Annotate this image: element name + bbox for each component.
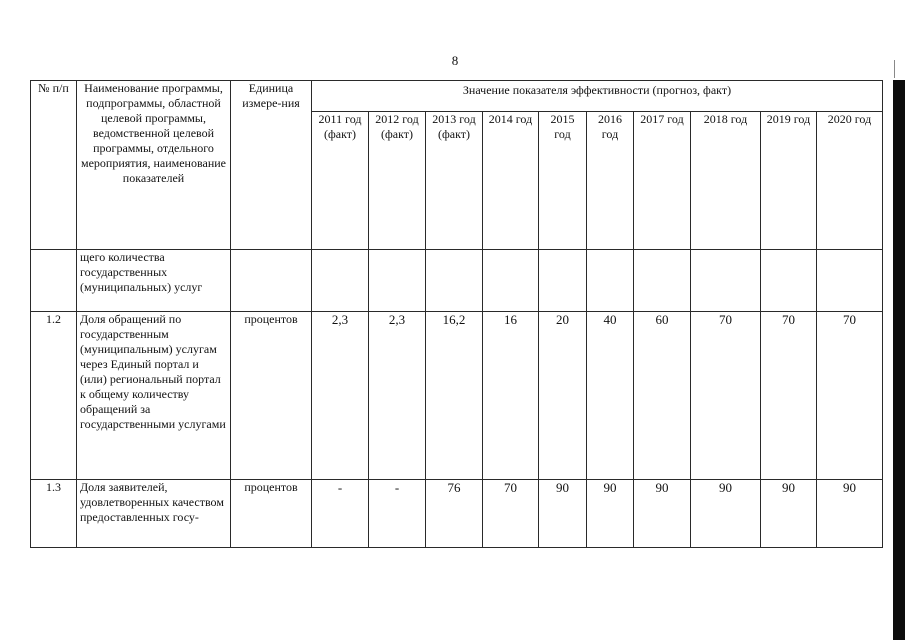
row-value: - <box>369 480 426 548</box>
row-value: 40 <box>587 312 634 480</box>
row-value <box>634 250 691 312</box>
header-year-2015: 2015 год <box>539 112 587 250</box>
row-unit: процентов <box>231 480 312 548</box>
row-value: 90 <box>817 480 883 548</box>
header-value-group: Значение показателя эффективности (прогноз, факт) <box>312 81 883 112</box>
row-value <box>761 250 817 312</box>
header-row <box>31 81 883 112</box>
header-year-2011: 2011 год (факт) <box>312 112 369 250</box>
page-number: 8 <box>451 53 459 68</box>
row-value: 70 <box>691 312 761 480</box>
header-year-2020: 2020 год <box>817 112 883 250</box>
row-unit: процентов <box>231 312 312 480</box>
table-row <box>31 480 883 548</box>
row-value: 76 <box>426 480 483 548</box>
row-value: 16,2 <box>426 312 483 480</box>
table-row <box>31 312 883 480</box>
row-value <box>539 250 587 312</box>
row-value: 70 <box>817 312 883 480</box>
row-value: - <box>312 480 369 548</box>
row-value <box>817 250 883 312</box>
header-year-2013: 2013 год (факт) <box>426 112 483 250</box>
row-value: 70 <box>483 480 539 548</box>
row-value: 16 <box>483 312 539 480</box>
row-value: 70 <box>761 312 817 480</box>
header-name: Наименование программы, подпрограммы, областной целевой программы, ведомственной целевой программы, отдельного мероприятия, наименование показателей <box>77 81 231 250</box>
scan-edge-border <box>893 80 905 640</box>
row-num: 1.2 <box>31 312 77 480</box>
row-value: 90 <box>634 480 691 548</box>
header-unit: Единица измере-ния <box>231 81 312 250</box>
row-name: Доля обращений по государственным (муниципальным) услугам через Единый портал и (или) региональный портал к общему количеству обращений за государственными услугами <box>77 312 231 480</box>
row-value: 90 <box>587 480 634 548</box>
table-row <box>31 250 883 312</box>
row-value <box>312 250 369 312</box>
header-year-2012: 2012 год (факт) <box>369 112 426 250</box>
row-value: 20 <box>539 312 587 480</box>
row-num: 1.3 <box>31 480 77 548</box>
scan-edge-mark <box>894 60 895 78</box>
indicators-table <box>30 80 883 548</box>
header-num: № п/п <box>31 81 77 250</box>
row-value <box>426 250 483 312</box>
row-value: 2,3 <box>312 312 369 480</box>
row-value: 60 <box>634 312 691 480</box>
header-year-2019: 2019 год <box>761 112 817 250</box>
row-name: щего количества государственных (муниципальных) услуг <box>77 250 231 312</box>
row-value <box>587 250 634 312</box>
header-year-2014: 2014 год <box>483 112 539 250</box>
row-name: Доля заявителей, удовлетворенных качеством предоставленных госу- <box>77 480 231 548</box>
row-value <box>483 250 539 312</box>
row-value: 90 <box>691 480 761 548</box>
header-year-2016: 2016 год <box>587 112 634 250</box>
row-value <box>369 250 426 312</box>
row-value <box>691 250 761 312</box>
header-year-2017: 2017 год <box>634 112 691 250</box>
header-year-2018: 2018 год <box>691 112 761 250</box>
row-value: 2,3 <box>369 312 426 480</box>
row-num <box>31 250 77 312</box>
row-unit <box>231 250 312 312</box>
row-value: 90 <box>761 480 817 548</box>
row-value: 90 <box>539 480 587 548</box>
